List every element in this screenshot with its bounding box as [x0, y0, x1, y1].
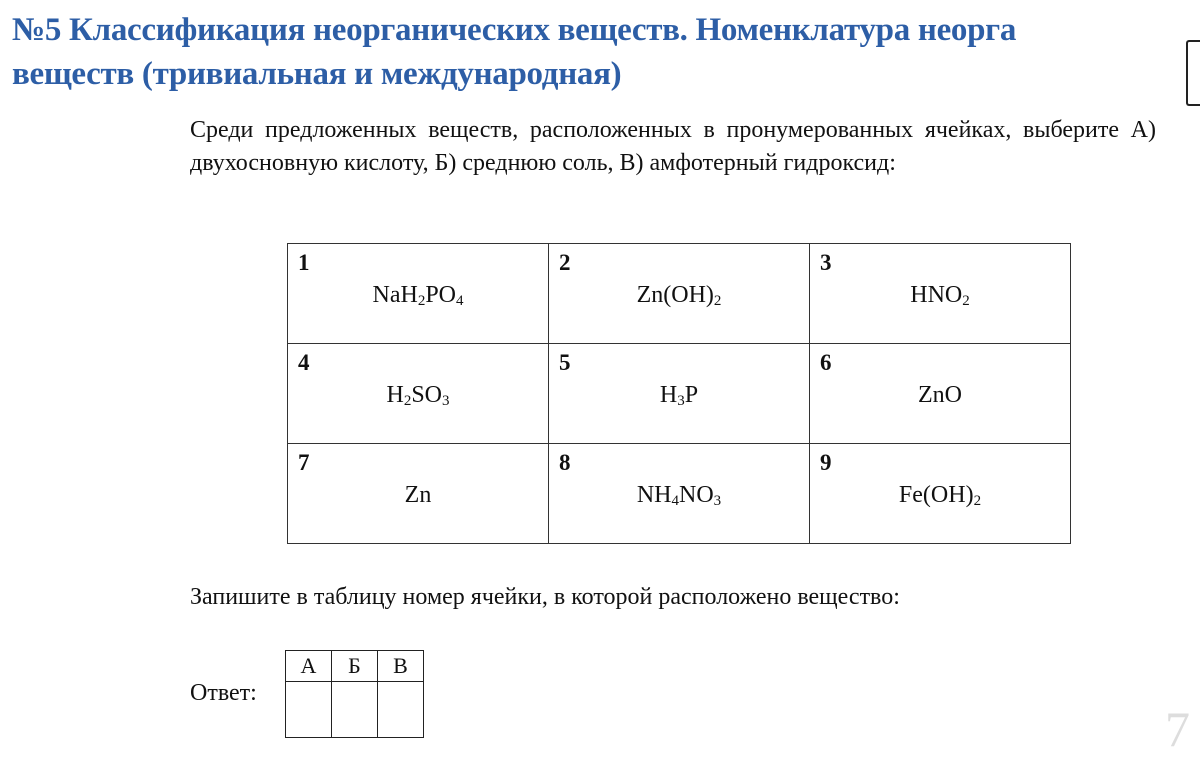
answer-header-a: А — [286, 651, 332, 682]
question-text: Среди предложенных веществ, расположенных в пронумерованных ячейках, выберите А) двухосновную кислоту, Б) среднюю соль, В) амфотерный гидроксид: — [190, 117, 1156, 176]
substance-cell — [288, 444, 549, 544]
title-line-2: веществ (тривиальная и международная) — [12, 56, 622, 92]
answer-table — [285, 650, 424, 738]
edge-panel — [1186, 40, 1200, 106]
substance-cell — [549, 344, 810, 444]
substance-cell — [549, 444, 810, 544]
cell-number: 8 — [559, 450, 571, 475]
substance-cell — [549, 244, 810, 344]
cell-number: 9 — [820, 450, 832, 475]
substance-cell — [810, 444, 1071, 544]
instruction-text: Запишите в таблицу номер ячейки, в которой расположено вещество: — [190, 584, 900, 610]
answer-label: Ответ: — [190, 680, 257, 706]
cell-number: 6 — [820, 350, 832, 375]
answer-header-v: В — [378, 651, 424, 682]
substance-cell — [288, 244, 549, 344]
watermark-icon: 7 — [1165, 701, 1190, 757]
cell-number: 3 — [820, 250, 832, 275]
cell-formula: ZnO — [918, 382, 962, 408]
cell-number: 4 — [298, 350, 310, 375]
cell-number: 7 — [298, 450, 310, 475]
cell-formula: $H_2SO_3$ — [386, 382, 450, 409]
cell-formula: Zn — [404, 482, 432, 508]
cell-formula: $Fe(OH)_2$ — [898, 482, 982, 509]
substances-table — [287, 243, 1071, 544]
answer-cell-a[interactable] — [286, 682, 332, 738]
substance-cell — [810, 244, 1071, 344]
cell-formula: $Zn(OH)_2$ — [636, 282, 722, 309]
cell-number: 1 — [298, 250, 310, 275]
cell-number: 2 — [559, 250, 571, 275]
answer-header-b: Б — [332, 651, 378, 682]
cell-formula: $H_3P$ — [659, 382, 699, 409]
substance-cell — [288, 344, 549, 444]
cell-formula: $NaH_2PO_4$ — [372, 282, 464, 309]
cell-formula: $NH_4NO_3$ — [636, 482, 722, 509]
title-line-1: №5 Классификация неорганических веществ. Номенклатура неорга — [12, 12, 1017, 48]
cell-number: 5 — [559, 350, 571, 375]
cell-formula: $HNO_2$ — [910, 282, 970, 309]
substance-cell — [810, 344, 1071, 444]
answer-cell-b[interactable] — [332, 682, 378, 738]
answer-cell-v[interactable] — [378, 682, 424, 738]
